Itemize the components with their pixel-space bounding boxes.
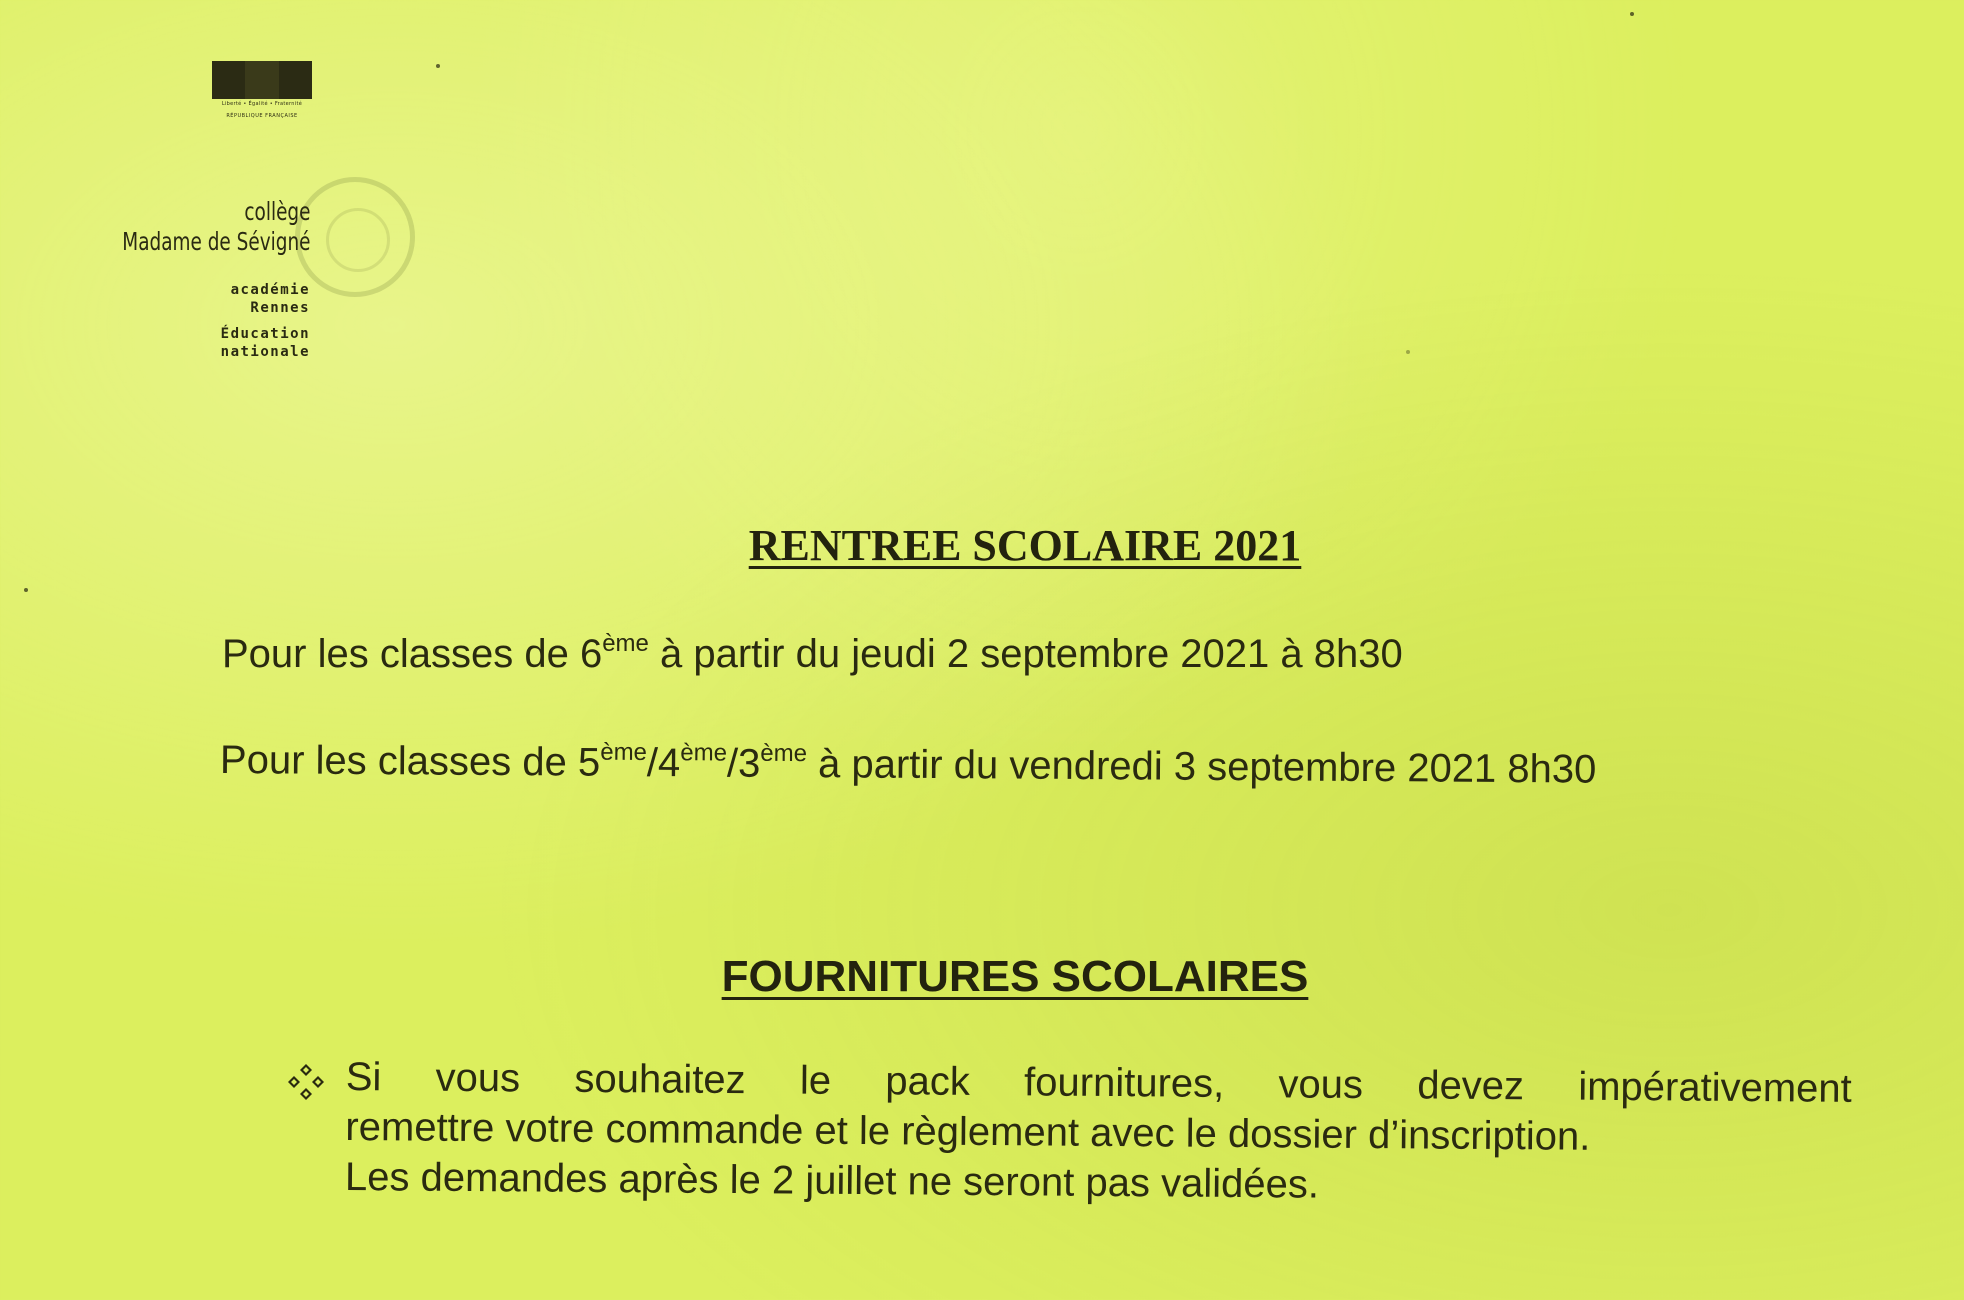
line-text: à partir du vendredi 3 septembre 2021 8h30 <box>806 742 1597 792</box>
ordinal-suffix: ème <box>680 739 728 767</box>
paper-speck <box>1630 12 1634 16</box>
college-school-name: Madame de Sévigné <box>121 227 310 256</box>
rentree-title: RENTREE SCOLAIRE 2021 <box>748 521 1302 570</box>
logo-republic: RÉPUBLIQUE FRANÇAISE <box>226 113 298 119</box>
college-name <box>122 197 310 257</box>
ordinal-suffix: ème <box>600 738 648 766</box>
academie-label: académie <box>230 282 310 298</box>
education-label: Éducation <box>220 326 310 342</box>
logo-motto: Liberté • Égalité • Fraternité <box>221 101 303 107</box>
paper-speck <box>1406 350 1410 354</box>
four-diamond-bullet-icon <box>284 1060 328 1104</box>
ordinal-suffix: ème <box>602 630 649 657</box>
paragraph-line: Si vous souhaitez le pack fournitures, vous devez impérativement <box>345 1054 1852 1111</box>
line-text: Pour les classes de 5 <box>219 738 601 785</box>
stamp-mark <box>295 177 415 297</box>
education-name: nationale <box>220 344 310 360</box>
paper-speck <box>436 64 440 68</box>
line-text: Pour les classes de 6 <box>222 632 603 676</box>
flag-icon <box>212 61 312 99</box>
school-logo-block <box>121 55 330 385</box>
marianne-logo <box>212 61 312 125</box>
line-text: /4 <box>646 740 681 786</box>
fournitures-title: FOURNITURES SCOLAIRES <box>721 952 1309 1001</box>
fournitures-paragraph <box>345 1052 1852 1214</box>
rentree-5eme-4eme-3eme-line <box>220 738 1597 793</box>
line-text: /3 <box>726 741 761 786</box>
academie-name: Rennes <box>250 300 310 316</box>
ordinal-suffix: ème <box>760 739 808 768</box>
line-text: à partir du jeudi 2 septembre 2021 à 8h30 <box>648 632 1403 676</box>
paragraph-line: Les demandes après le 2 juillet ne seront pas validées. <box>344 1154 1320 1207</box>
paragraph-line: remettre votre commande et le règlement avec le dossier d’inscription. <box>345 1104 1591 1159</box>
administration-lines <box>221 281 310 361</box>
paper-speck <box>24 588 28 592</box>
rentree-6eme-line <box>222 632 1403 677</box>
college-label: collège <box>243 197 310 226</box>
